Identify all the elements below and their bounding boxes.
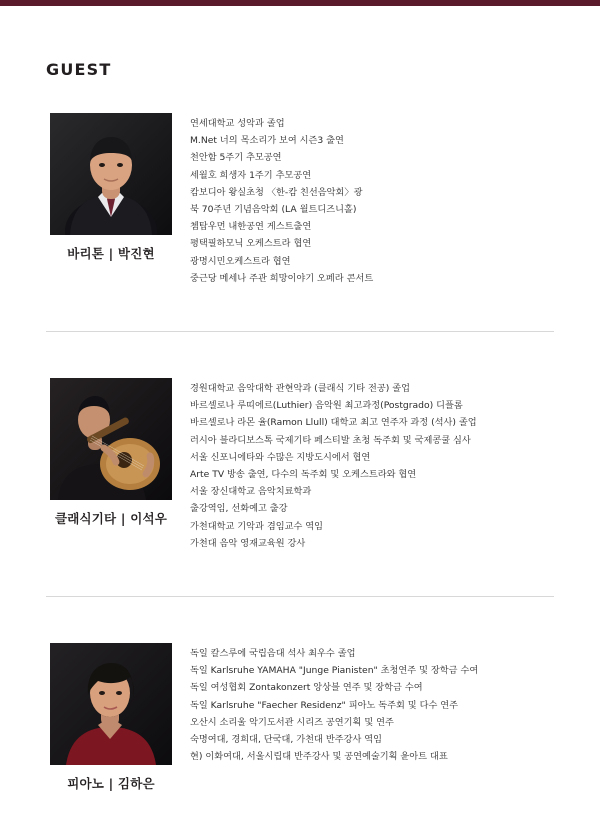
credit-line: 바르셀로나 루띠에르(Luthier) 음악원 최고과정(Postgrado) 디플롬	[190, 400, 463, 412]
portrait-male-guitar-image	[50, 378, 172, 500]
guest-credits	[176, 113, 554, 287]
credit-line: 출강역임, 선화예고 출강	[190, 503, 288, 515]
credit-line: 캄보디아 왕실초청 〈한-캄 친선음악회〉광	[190, 186, 363, 198]
guest-photo-block	[46, 643, 176, 792]
guest-entry	[46, 643, 554, 792]
credit-line: 러시아 블라디보스톡 국제기타 페스티발 초청 독주회 및 국제콩쿨 심사	[190, 434, 471, 446]
credit-line: 평택필하모닉 오케스트라 협연	[190, 238, 312, 250]
page-title: GUEST	[46, 60, 112, 79]
guest-entry	[46, 113, 554, 287]
credit-line: 세월호 희생자 1주기 추모공연	[190, 169, 312, 181]
credit-line: 현) 이화여대, 서울시립대 반주강사 및 공연예술기획 윤아트 대표	[190, 751, 448, 763]
credit-line: 광명시민오케스트라 협연	[190, 255, 291, 267]
section-divider	[46, 331, 554, 332]
guest-credits	[176, 643, 554, 765]
guest-credits	[176, 378, 554, 552]
guest-name: 바리톤 | 박진현	[67, 246, 155, 261]
credit-line: 서울 신포니에타와 수많은 지방도시에서 협연	[190, 451, 371, 463]
credit-line: 쳄탑우먼 내한공연 게스트출연	[190, 221, 312, 233]
guest-name: 클래식기타 | 이석우	[54, 511, 168, 527]
guest-name: 피아노 | 김하은	[67, 776, 155, 792]
credit-line: 독일 여성협회 Zontakonzert 앙상블 연주 및 장학금 수여	[190, 682, 423, 694]
guest-list	[46, 113, 554, 792]
portrait-male-suit-image	[50, 113, 172, 235]
portrait-female-red-top-image	[50, 643, 172, 765]
credit-line: 바르셀로나 라몬 율(Ramon Llull) 대학교 최고 연주자 과정 (석사) 졸업	[190, 417, 477, 429]
guest-entry	[46, 378, 554, 552]
credit-line: 가천대학교 기악과 겸임교수 역임	[190, 520, 324, 532]
credit-line: 북 70주년 기념음악회 (LA 월트디즈니홀)	[190, 204, 357, 216]
credit-line: 독일 Karlsruhe "Faecher Residenz" 피아노 독주회 및 다수 연주	[190, 699, 458, 711]
credit-line: 천안함 5주기 추모공연	[190, 152, 282, 164]
section-divider	[46, 596, 554, 597]
credit-line: 숙명여대, 경희대, 단국대, 가천대 반주강사 역임	[190, 734, 382, 746]
credit-line: 연세대학교 성악과 졸업	[190, 118, 285, 129]
guest-photo-block	[46, 378, 176, 527]
credit-line: 독일 Karlsruhe YAMAHA "Junge Pianisten" 초청연주 및 장학금 수여	[190, 665, 479, 677]
credit-line: 오산시 소리울 악기도서관 시리즈 공연기획 및 연주	[190, 716, 394, 728]
credit-line: 중근당 메세나 주관 희망이야기 오페라 콘서트	[190, 272, 374, 284]
credit-line: 가천대 음악 영재교육원 강사	[190, 537, 306, 549]
credit-line: 독일 칼스루에 국립음대 석사 최우수 졸업	[190, 648, 356, 660]
credit-line: M.Net 너의 목소리가 보여 시즌3 출연	[190, 135, 344, 147]
credit-line: Arte TV 방송 출연, 다수의 독주회 및 오케스트라와 협연	[190, 469, 417, 481]
credit-line: 서울 장신대학교 음악치료학과	[190, 486, 312, 498]
credit-line: 경원대학교 음악대학 관현악과 (클래식 기타 전공) 졸업	[190, 383, 410, 395]
guest-photo-block	[46, 113, 176, 262]
document-page	[0, 6, 600, 839]
